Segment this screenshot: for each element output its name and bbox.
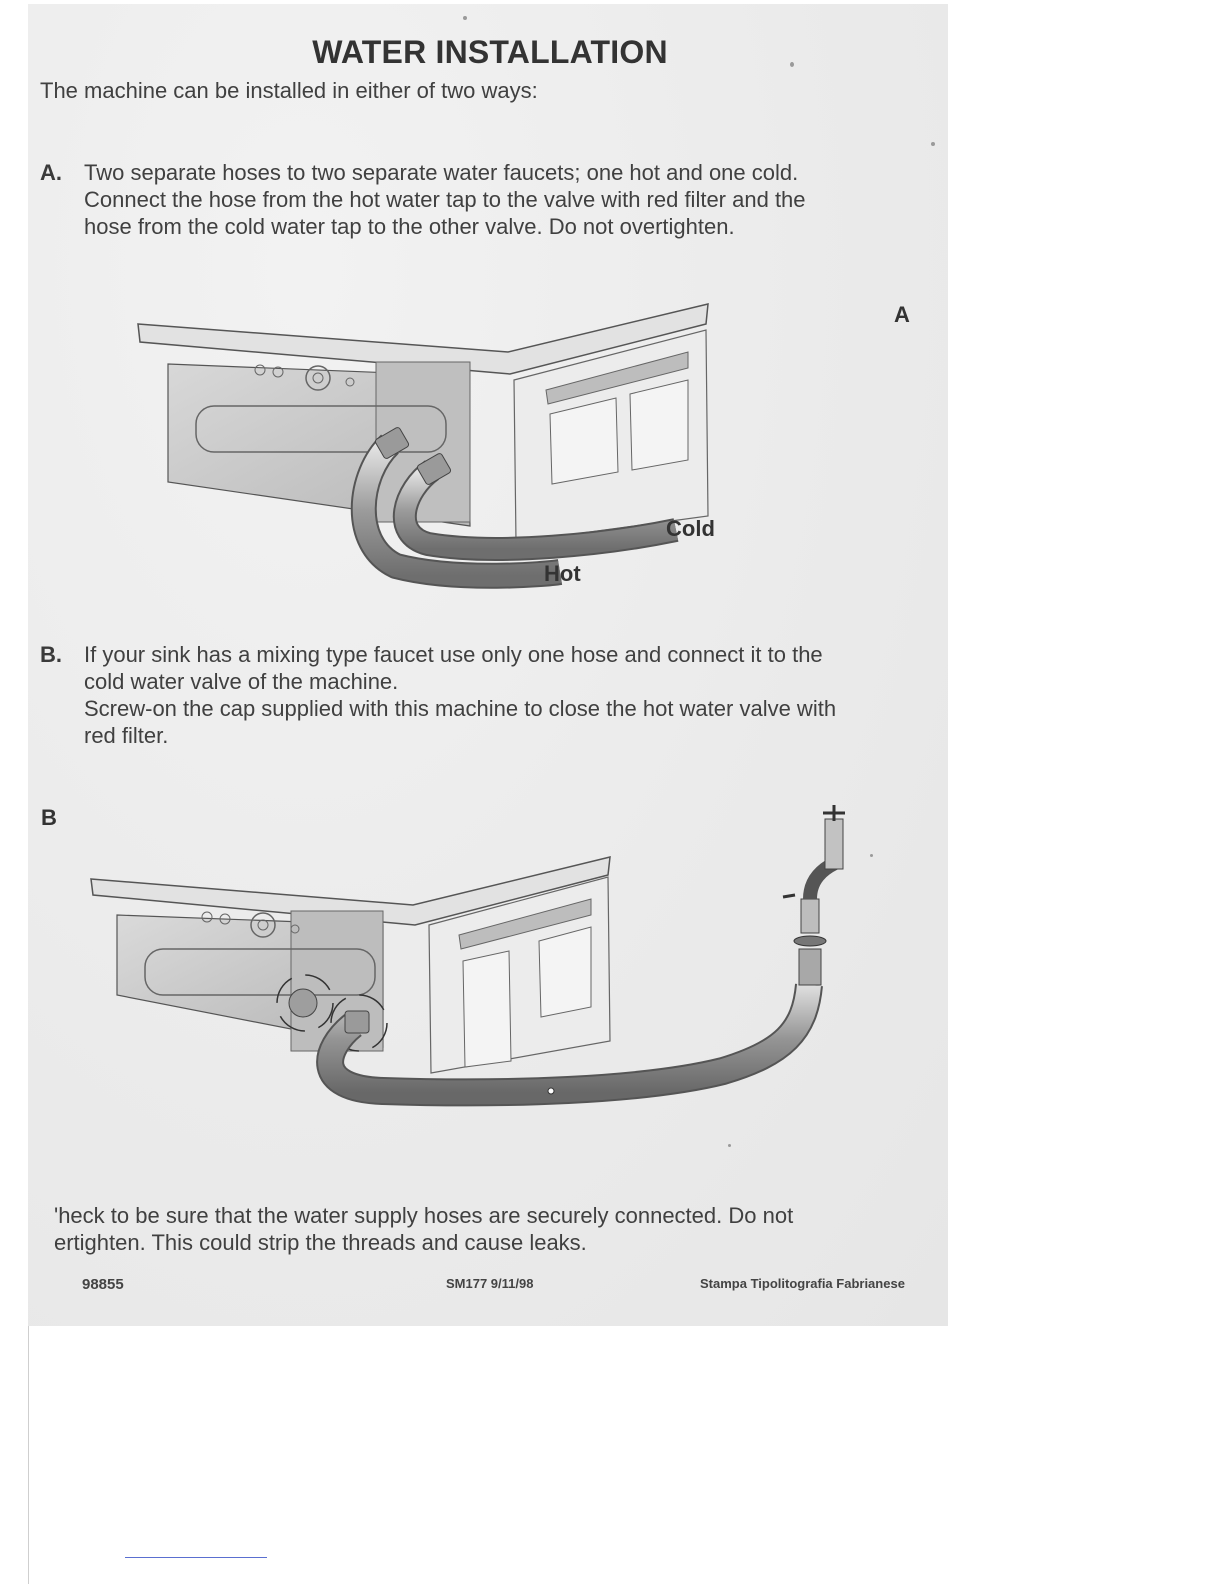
scan-speck: [931, 142, 935, 146]
cabinet-door: [630, 380, 688, 470]
cold-hose-label: Cold: [666, 516, 715, 541]
option-b-text: [84, 641, 924, 749]
cabinet-door: [539, 927, 591, 1017]
hot-hose-label: Hot: [544, 561, 581, 586]
option-a-line: Connect the hose from the hot water tap to the valve with red filter and the: [84, 187, 806, 212]
diagram-two-hoses: [128, 294, 828, 604]
scan-speck: [790, 62, 794, 67]
faucet-spout: [801, 899, 819, 933]
figure-a-label: A: [894, 302, 910, 327]
figure-b-label: B: [41, 805, 57, 830]
option-b-line: cold water valve of the machine.: [84, 669, 399, 694]
valve-cap: [289, 989, 317, 1017]
faucet-lever-icon: [783, 895, 795, 897]
page-title: WATER INSTALLATION: [312, 34, 668, 70]
scan-speck: [463, 16, 467, 20]
stray-line: [125, 1557, 267, 1558]
scan-speck: [728, 1144, 731, 1147]
diagram-single-hose: [83, 799, 873, 1119]
faucet-washer: [794, 936, 826, 946]
scanned-page: [28, 4, 948, 1326]
option-a-line: hose from the cold water tap to the other valve. Do not overtighten.: [84, 214, 735, 239]
footer-date: SM177 9/11/98: [446, 1276, 534, 1291]
faucet-body: [825, 819, 843, 869]
option-b-letter: B.: [40, 642, 62, 667]
option-b: [40, 641, 940, 761]
footer-printer: Stampa Tipolitografia Fabrianese: [700, 1276, 905, 1291]
option-b-line: If your sink has a mixing type faucet use only one hose and connect it to the: [84, 642, 823, 667]
note-line: ertighten. This could strip the threads and cause leaks.: [54, 1230, 587, 1255]
footer-code: 98855: [82, 1276, 124, 1293]
cold-valve-fitting: [345, 1011, 369, 1033]
option-b-line: red filter.: [84, 723, 169, 748]
warning-note: [54, 1202, 924, 1256]
intro-text: The machine can be installed in either of two ways:: [40, 78, 538, 103]
cabinet-door: [463, 951, 511, 1067]
option-a-text: [84, 159, 924, 240]
option-a-letter: A.: [40, 160, 62, 185]
option-a-line: Two separate hoses to two separate water faucets; one hot and one cold.: [84, 160, 799, 185]
option-b-line: Screw-on the cap supplied with this machine to close the hot water valve with: [84, 696, 837, 721]
scan-speck: [870, 854, 873, 857]
option-a: [40, 159, 940, 249]
faucet-nut: [799, 949, 821, 985]
note-line: 'heck to be sure that the water supply hoses are securely connected. Do not: [54, 1203, 794, 1228]
hose-marker: [548, 1088, 554, 1094]
